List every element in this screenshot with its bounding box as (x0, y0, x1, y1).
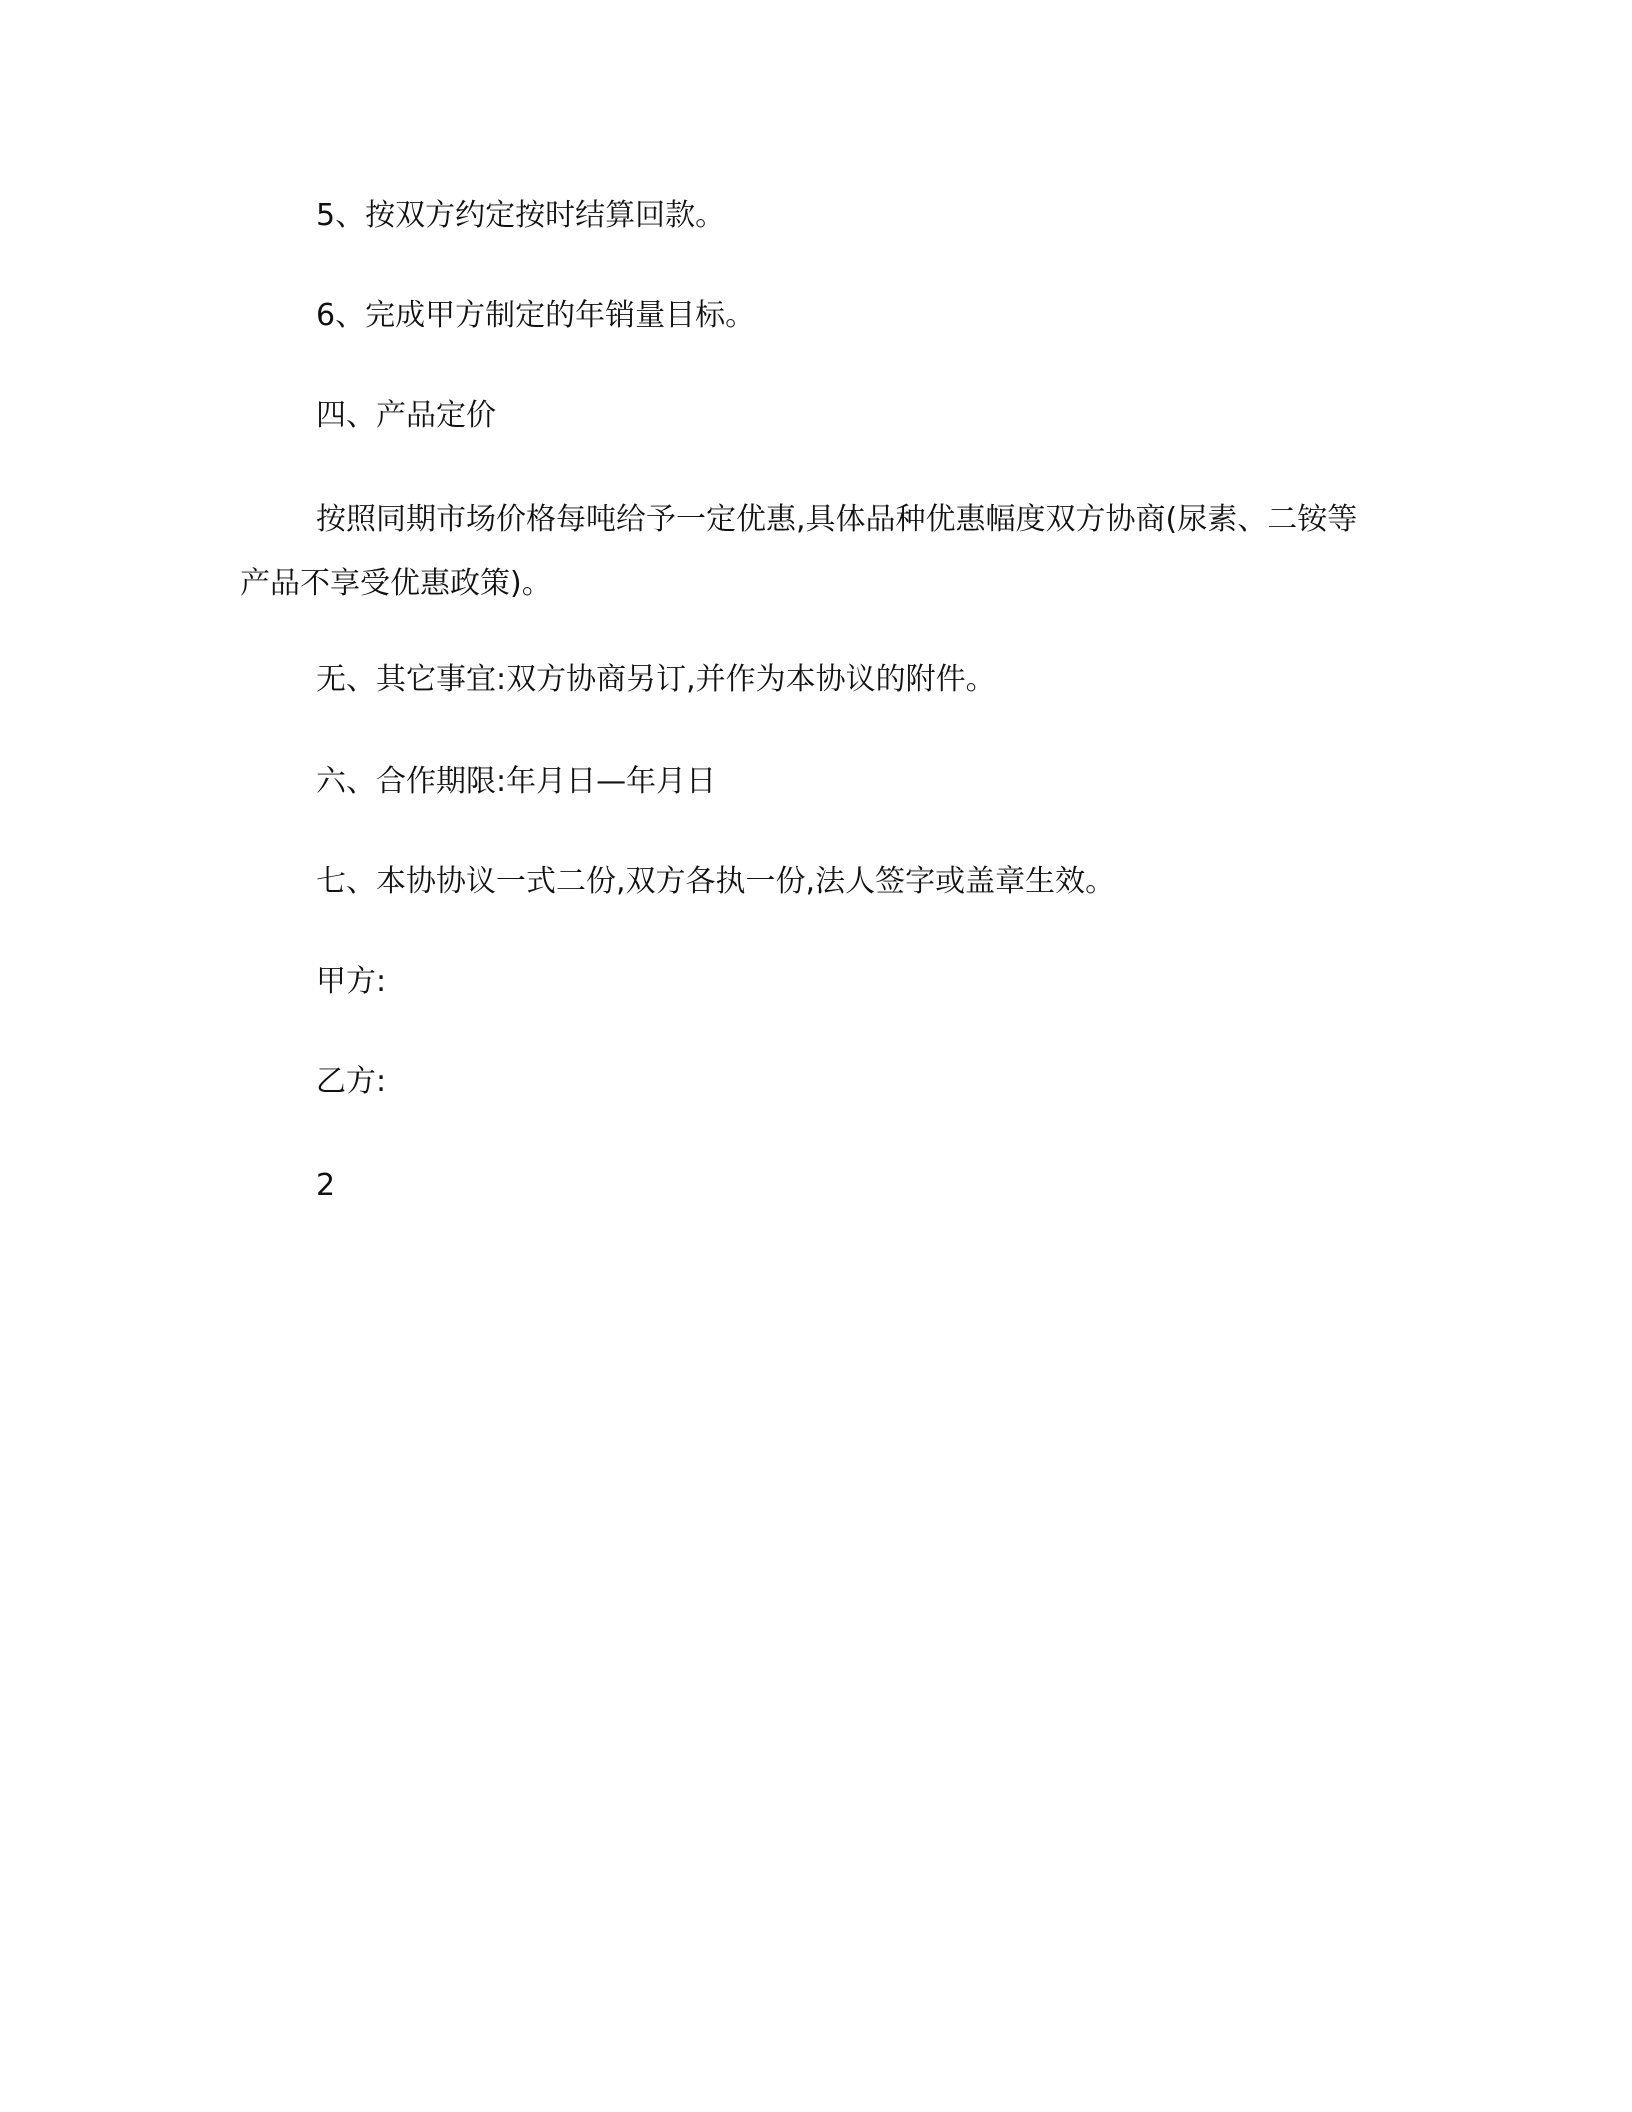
clause-6-text: 6、完成甲方制定的年销量目标。 (316, 298, 756, 333)
clause-5-text: 5、按双方约定按时结算回款。 (316, 198, 726, 233)
agreement-copies-text: 七、本协协议一式二份,双方各执一份,法人签字或盖章生效。 (316, 864, 1116, 899)
cooperation-period-text: 六、合作期限:年月日—年月日 (316, 764, 717, 799)
party-b-label: 乙方: (316, 1064, 387, 1099)
section-4-heading: 四、产品定价 (316, 398, 496, 433)
party-a-label: 甲方: (316, 964, 387, 999)
page-number: 2 (316, 1168, 336, 1203)
other-matters-text: 无、其它事宜:双方协商另订,并作为本协议的附件。 (316, 662, 996, 697)
pricing-paragraph: 按照同期市场价格每吨给予一定优惠,具体品种优惠幅度双方协商(尿素、二铵等产品不享受优惠政策)。 (240, 502, 1358, 601)
